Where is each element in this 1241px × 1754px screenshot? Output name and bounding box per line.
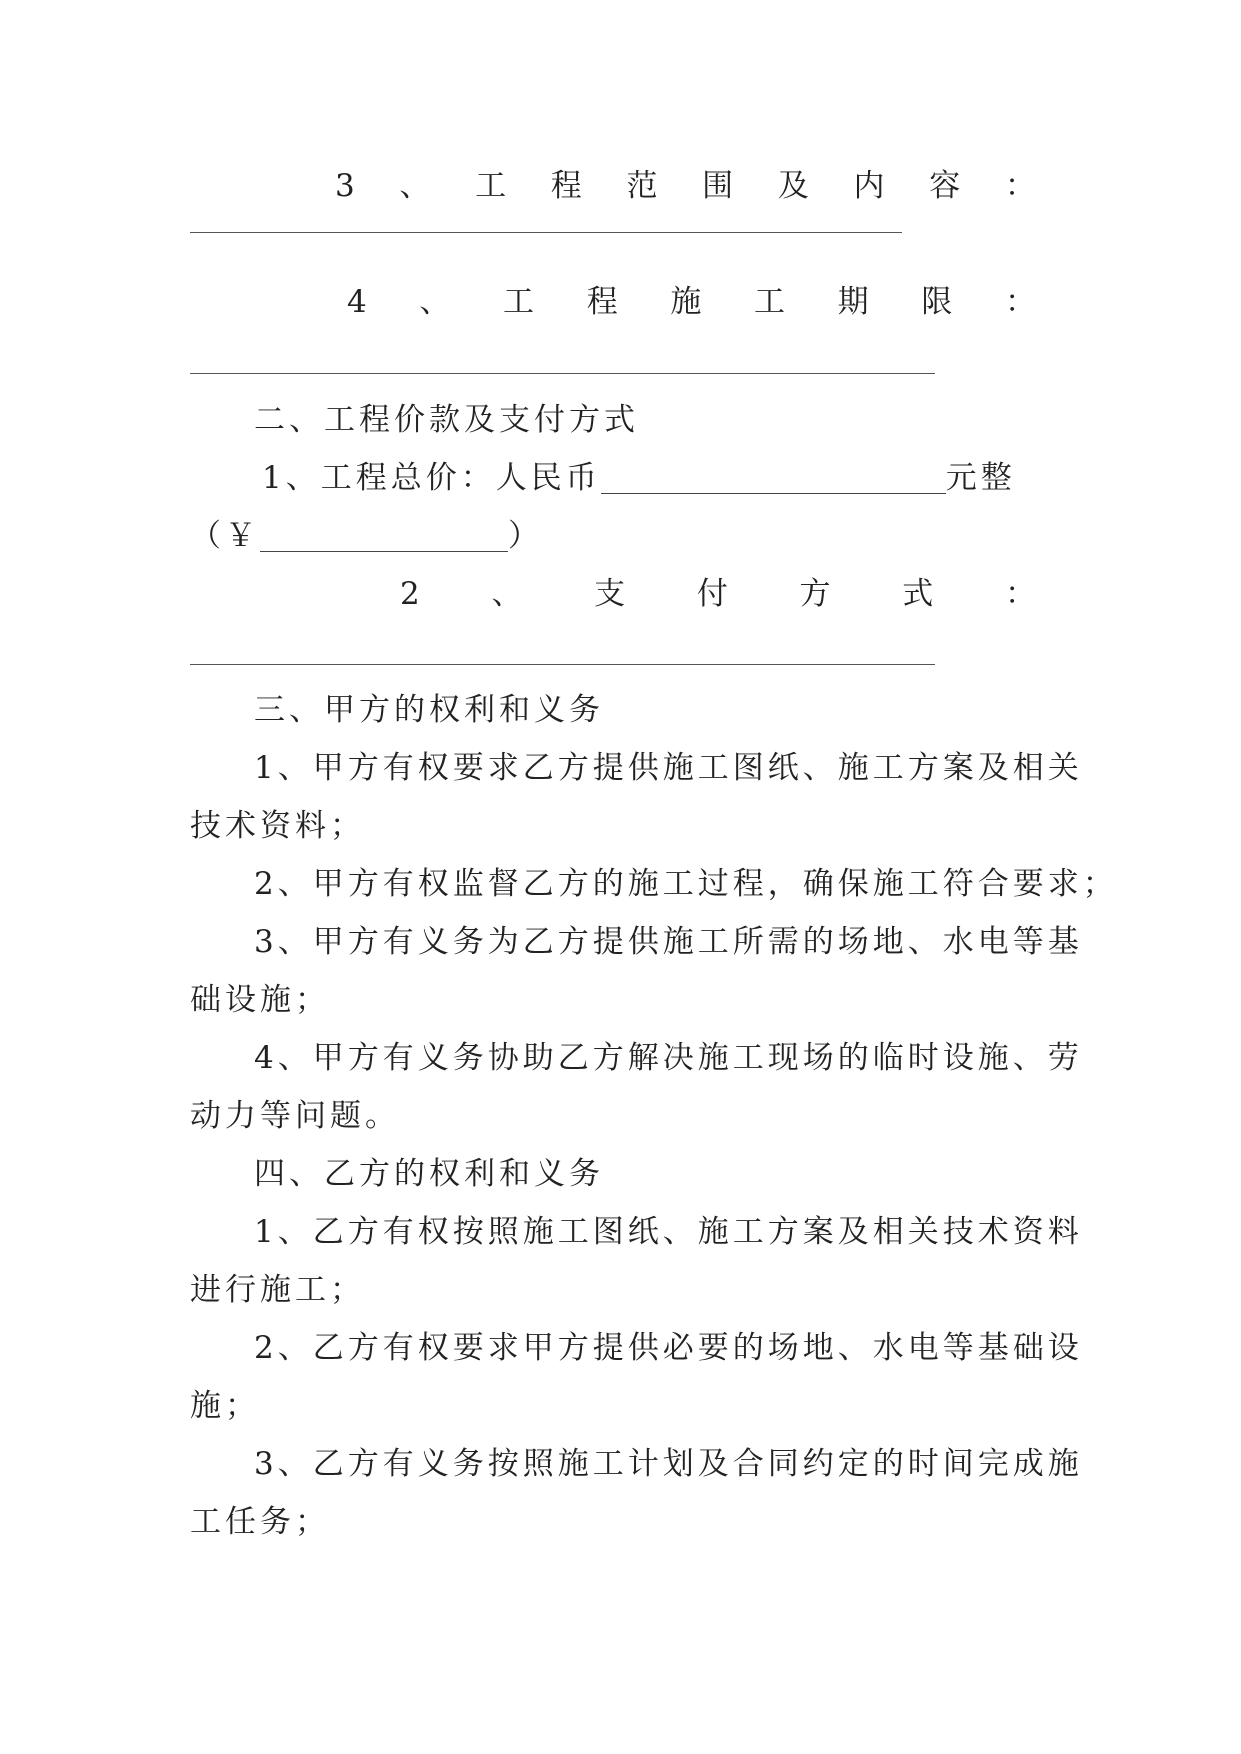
item-separator: 、	[419, 284, 455, 320]
section-3-heading: 三、甲方的权利和义务	[254, 692, 604, 728]
heading-char: 期	[837, 284, 873, 320]
item-colon: ：	[1004, 576, 1040, 612]
yuan-amount-line	[190, 516, 1060, 556]
item-separator: 、	[491, 576, 527, 612]
heading-char: 范	[626, 168, 662, 204]
section-3-para-2: 2、甲方有权监督乙方的施工过程，确保施工符合要求；	[254, 866, 1118, 902]
item-colon: ：	[1004, 168, 1040, 204]
payment-fill-line	[190, 664, 935, 665]
section-3-para-4: 4、甲方有义务协助乙方解决施工现场的临时设施、劳	[254, 1040, 1083, 1076]
heading-char: 及	[777, 168, 813, 204]
total-price-label: 1、工程总价：人民币	[262, 460, 601, 496]
heading-char: 围	[702, 168, 738, 204]
heading-char: 工	[503, 284, 539, 320]
heading-char: 容	[929, 168, 965, 204]
section-4-para-1: 1、乙方有权按照施工图纸、施工方案及相关技术资料	[254, 1214, 1083, 1250]
section-2-heading: 二、工程价款及支付方式	[254, 402, 639, 438]
item-4-period-heading	[347, 282, 1040, 322]
section-4-para-3: 3、乙方有义务按照施工计划及合同约定的时间完成施	[254, 1446, 1083, 1482]
section-4-para-2: 2、乙方有权要求甲方提供必要的场地、水电等基础设	[254, 1330, 1083, 1366]
scope-fill-line	[190, 232, 902, 233]
heading-char: 付	[696, 576, 732, 612]
heading-char: 方	[799, 576, 835, 612]
section-4-heading: 四、乙方的权利和义务	[254, 1156, 604, 1192]
total-price-line	[262, 458, 1060, 498]
heading-char: 支	[594, 576, 630, 612]
yuan-open: （￥	[190, 518, 260, 554]
heading-char: 限	[921, 284, 957, 320]
heading-char: 程	[586, 284, 622, 320]
yuan-close: ）	[508, 518, 543, 554]
item-colon: ：	[1004, 284, 1040, 320]
heading-char: 内	[853, 168, 889, 204]
heading-char: 式	[902, 576, 938, 612]
heading-char: 工	[754, 284, 790, 320]
section-4-para-1-cont: 进行施工；	[190, 1272, 365, 1308]
item-3-scope-heading	[335, 166, 1040, 206]
section-3-para-3: 3、甲方有义务为乙方提供施工所需的场地、水电等基	[254, 924, 1083, 960]
section-3-para-1: 1、甲方有权要求乙方提供施工图纸、施工方案及相关	[254, 750, 1083, 786]
yuan-amount-blank	[260, 521, 508, 552]
heading-char: 程	[550, 168, 586, 204]
payment-method-heading	[400, 574, 1040, 614]
heading-char: 施	[670, 284, 706, 320]
section-3-para-3-cont: 础设施；	[190, 982, 330, 1018]
total-price-blank	[601, 463, 946, 494]
period-fill-line	[190, 373, 935, 374]
item-number: 2	[400, 576, 424, 612]
heading-char: 工	[475, 168, 511, 204]
total-price-suffix: 元整	[945, 460, 1016, 496]
section-4-para-3-cont: 工任务；	[190, 1504, 330, 1540]
item-number: 4	[347, 284, 371, 320]
section-3-para-4-cont: 动力等问题。	[190, 1098, 400, 1134]
section-4-para-2-cont: 施；	[190, 1388, 260, 1424]
section-3-para-1-cont: 技术资料；	[190, 808, 365, 844]
item-number: 3	[335, 168, 359, 204]
item-separator: 、	[399, 168, 435, 204]
